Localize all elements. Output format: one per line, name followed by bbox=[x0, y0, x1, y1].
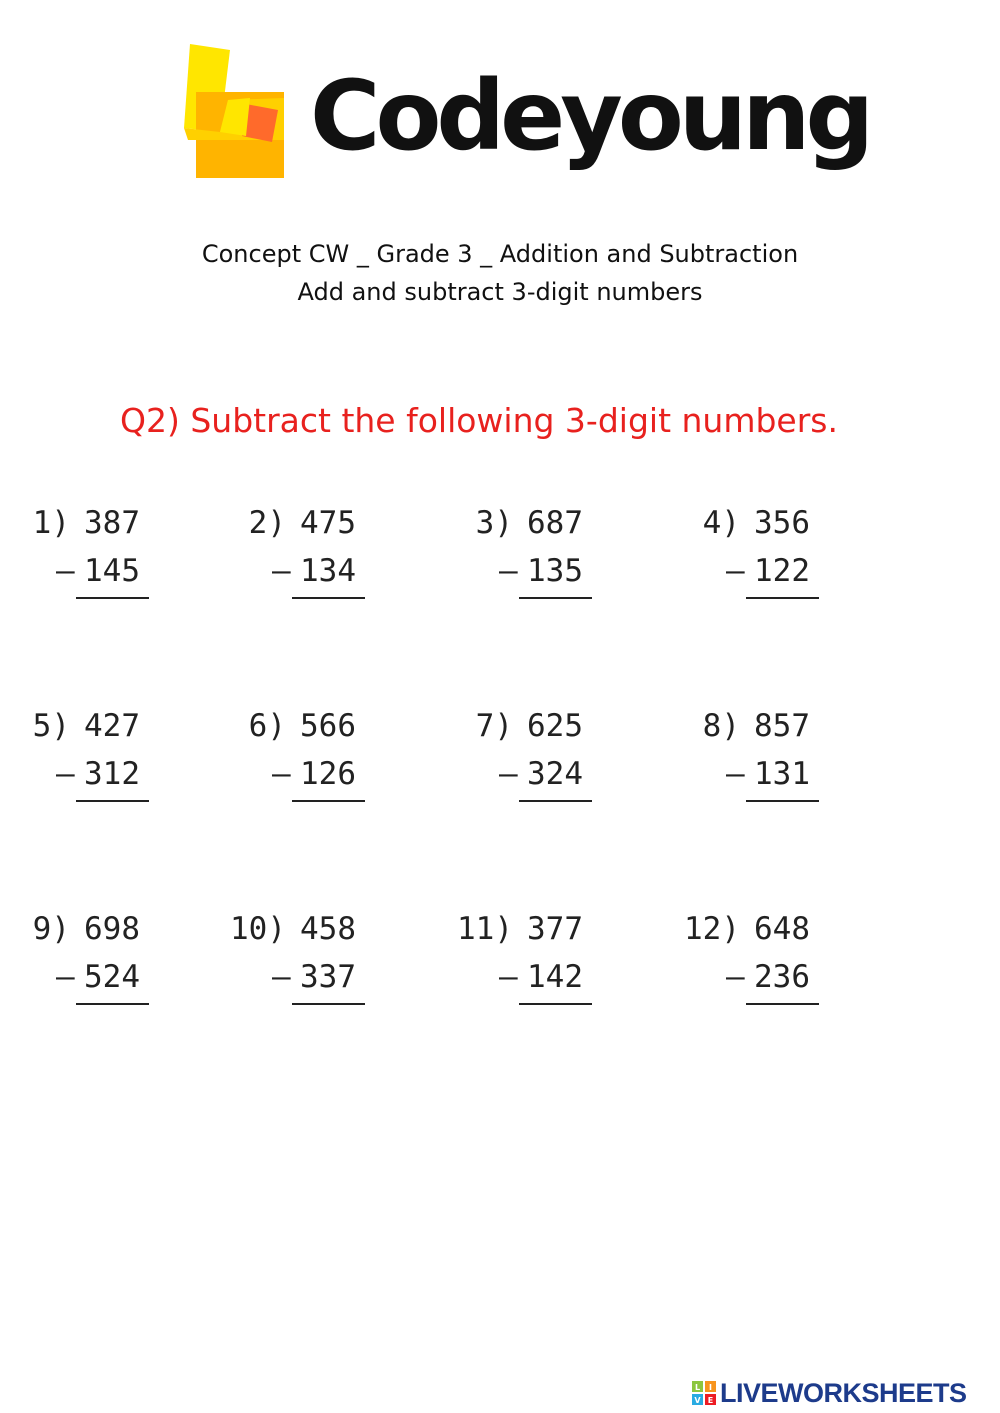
subtrahend: 324 bbox=[527, 756, 583, 792]
problem-3 bbox=[443, 502, 663, 612]
problem-9 bbox=[0, 908, 220, 1018]
minus-sign: – bbox=[726, 553, 745, 589]
subtrahend: 337 bbox=[300, 959, 356, 995]
subtrahend: 236 bbox=[754, 959, 810, 995]
answer-line[interactable] bbox=[746, 597, 819, 599]
subtrahend: 126 bbox=[300, 756, 356, 792]
problem-5 bbox=[0, 705, 220, 815]
minuend: 458 bbox=[300, 911, 356, 947]
subtrahend: 134 bbox=[300, 553, 356, 589]
problem-label: 10) bbox=[230, 911, 286, 947]
minus-sign: – bbox=[726, 756, 745, 792]
answer-line[interactable] bbox=[76, 800, 149, 802]
answer-line[interactable] bbox=[519, 800, 592, 802]
minuend: 857 bbox=[754, 708, 810, 744]
question-title: Q2) Subtract the following 3-digit numbers. bbox=[120, 401, 838, 440]
minus-sign: – bbox=[272, 959, 291, 995]
problem-7 bbox=[443, 705, 663, 815]
minus-sign: – bbox=[56, 959, 75, 995]
minus-sign: – bbox=[56, 756, 75, 792]
codeyoung-wordmark: Codeyoung bbox=[310, 60, 870, 172]
minuend: 475 bbox=[300, 505, 356, 541]
subtrahend: 131 bbox=[754, 756, 810, 792]
problem-label: 1) bbox=[32, 505, 70, 541]
answer-line[interactable] bbox=[292, 1003, 365, 1005]
minus-sign: – bbox=[272, 756, 291, 792]
answer-line[interactable] bbox=[76, 1003, 149, 1005]
liveworksheets-brand[interactable] bbox=[692, 1378, 992, 1408]
answer-line[interactable] bbox=[746, 1003, 819, 1005]
problem-6 bbox=[216, 705, 436, 815]
problem-8 bbox=[670, 705, 890, 815]
liveworksheets-wordmark: LIVEWORKSHEETS bbox=[720, 1378, 967, 1408]
answer-line[interactable] bbox=[76, 597, 149, 599]
problem-label: 8) bbox=[702, 708, 740, 744]
problem-11 bbox=[443, 908, 663, 1018]
minus-sign: – bbox=[499, 553, 518, 589]
problem-1 bbox=[0, 502, 220, 612]
problem-label: 7) bbox=[475, 708, 513, 744]
problem-label: 2) bbox=[248, 505, 286, 541]
codeyoung-logo-icon bbox=[180, 40, 290, 185]
codeyoung-logo bbox=[180, 40, 870, 200]
problem-4 bbox=[670, 502, 890, 612]
answer-line[interactable] bbox=[746, 800, 819, 802]
problem-label: 9) bbox=[32, 911, 70, 947]
minus-sign: – bbox=[499, 959, 518, 995]
subtrahend: 312 bbox=[84, 756, 140, 792]
minuend: 356 bbox=[754, 505, 810, 541]
problem-10 bbox=[216, 908, 436, 1018]
svg-text:I: I bbox=[709, 1383, 712, 1392]
problem-12 bbox=[670, 908, 890, 1018]
problem-label: 6) bbox=[248, 708, 286, 744]
minus-sign: – bbox=[726, 959, 745, 995]
answer-line[interactable] bbox=[519, 1003, 592, 1005]
problem-label: 5) bbox=[32, 708, 70, 744]
minuend: 687 bbox=[527, 505, 583, 541]
minuend: 566 bbox=[300, 708, 356, 744]
minuend: 698 bbox=[84, 911, 140, 947]
subtrahend: 524 bbox=[84, 959, 140, 995]
minuend: 625 bbox=[527, 708, 583, 744]
minus-sign: – bbox=[499, 756, 518, 792]
problem-2 bbox=[216, 502, 436, 612]
subtrahend: 135 bbox=[527, 553, 583, 589]
problem-label: 12) bbox=[684, 911, 740, 947]
worksheet-subtitle: Add and subtract 3-digit numbers bbox=[297, 278, 703, 306]
problem-label: 4) bbox=[702, 505, 740, 541]
minus-sign: – bbox=[272, 553, 291, 589]
problem-label: 3) bbox=[475, 505, 513, 541]
subtrahend: 145 bbox=[84, 553, 140, 589]
svg-text:E: E bbox=[707, 1396, 714, 1405]
answer-line[interactable] bbox=[519, 597, 592, 599]
subtrahend: 142 bbox=[527, 959, 583, 995]
problem-label: 11) bbox=[457, 911, 513, 947]
svg-text:V: V bbox=[694, 1396, 701, 1405]
answer-line[interactable] bbox=[292, 597, 365, 599]
minuend: 648 bbox=[754, 911, 810, 947]
minuend: 377 bbox=[527, 911, 583, 947]
minus-sign: – bbox=[56, 553, 75, 589]
subtrahend: 122 bbox=[754, 553, 810, 589]
answer-line[interactable] bbox=[292, 800, 365, 802]
worksheet-title: Concept CW _ Grade 3 _ Addition and Subtraction bbox=[201, 240, 799, 268]
liveworksheets-logo-icon bbox=[692, 1381, 716, 1405]
minuend: 387 bbox=[84, 505, 140, 541]
svg-text:L: L bbox=[694, 1383, 701, 1392]
minuend: 427 bbox=[84, 708, 140, 744]
